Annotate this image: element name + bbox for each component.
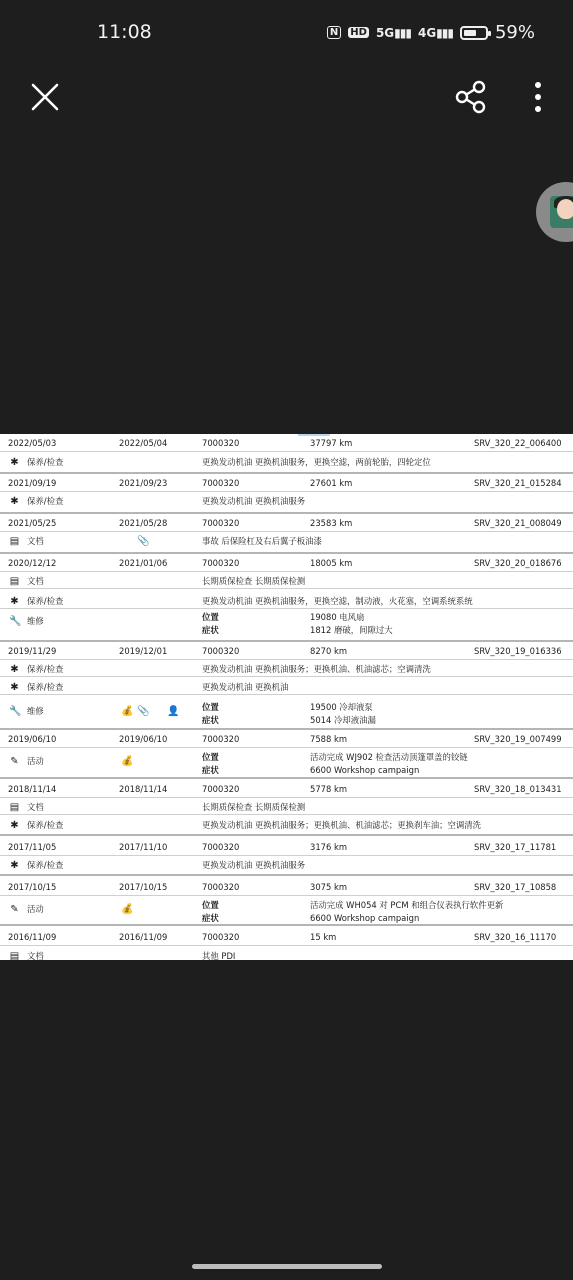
record-item-row[interactable] — [0, 612, 573, 636]
record-date-start: 2021/05/25 — [8, 518, 57, 528]
service-history-document[interactable] — [0, 434, 573, 960]
record-code: 7000320 — [202, 438, 240, 448]
item-description: 长期质保检查 长期质保检测 — [202, 802, 306, 812]
home-indicator[interactable] — [192, 1264, 382, 1269]
header-separator — [0, 797, 573, 798]
symptom-value: 6600 Workshop campaign — [310, 913, 420, 923]
viewer-toolbar — [0, 68, 573, 124]
record-date-end: 2017/10/15 — [119, 882, 168, 892]
record-code: 7000320 — [202, 478, 240, 488]
record-item-row[interactable] — [0, 820, 573, 844]
record-reference: SRV_320_16_11170 — [474, 932, 557, 942]
record-item-row[interactable] — [0, 900, 573, 924]
record-item-row[interactable] — [0, 702, 573, 726]
record-mileage: 37797 km — [310, 438, 353, 448]
item-type-label: 保养/检查 — [27, 496, 64, 506]
header-separator — [0, 451, 573, 452]
item-separator — [0, 608, 573, 609]
symptom-label: 症状 — [202, 625, 219, 635]
record-header-row[interactable] — [0, 478, 573, 490]
close-button[interactable] — [28, 80, 62, 114]
record-header-row[interactable] — [0, 932, 573, 944]
record-separator — [0, 472, 573, 474]
floating-avatar-bubble[interactable] — [536, 182, 573, 242]
item-description: 更换发动机油 更换机油服务；更换机油、机油滤芯；空调清洗 — [202, 664, 431, 674]
gear-icon: ✱ — [10, 860, 19, 871]
record-item-row[interactable] — [0, 536, 573, 560]
record-mileage: 7588 km — [310, 734, 347, 744]
record-reference: SRV_320_18_013431 — [474, 784, 562, 794]
record-mileage: 23583 km — [310, 518, 353, 528]
paperclip-icon: 📎 — [137, 706, 150, 717]
record-mileage: 15 km — [310, 932, 337, 942]
record-reference: SRV_320_17_10858 — [474, 882, 557, 892]
record-date-start: 2018/11/14 — [8, 784, 57, 794]
signal-4g-icon: 4G▮▮▮ — [417, 25, 453, 40]
money-bag-icon: 💰 — [121, 904, 134, 915]
record-separator — [0, 924, 573, 926]
location-label: 位置 — [202, 752, 219, 762]
document-icon: ▤ — [9, 576, 20, 587]
record-date-end: 2022/05/04 — [119, 438, 168, 448]
share-button[interactable] — [452, 78, 490, 116]
record-item-row[interactable] — [0, 860, 573, 884]
record-header-row[interactable] — [0, 842, 573, 854]
record-date-end: 2021/05/28 — [119, 518, 168, 528]
record-header-row[interactable] — [0, 784, 573, 796]
record-reference: SRV_320_20_018676 — [474, 558, 562, 568]
item-type-label: 维修 — [27, 706, 44, 716]
record-separator — [0, 874, 573, 876]
more-vertical-icon — [522, 78, 554, 116]
record-separator — [0, 834, 573, 836]
status-icons — [327, 22, 535, 43]
record-reference: SRV_320_17_11781 — [474, 842, 557, 852]
battery-icon — [460, 26, 488, 40]
location-label: 位置 — [202, 900, 219, 910]
symptom-label: 症状 — [202, 913, 219, 923]
record-date-start: 2019/06/10 — [8, 734, 57, 744]
record-header-row[interactable] — [0, 438, 573, 450]
campaign-icon: ✎ — [10, 756, 19, 767]
gear-icon: ✱ — [10, 457, 19, 468]
record-reference: SRV_320_19_007499 — [474, 734, 562, 744]
record-mileage: 3176 km — [310, 842, 347, 852]
location-label: 位置 — [202, 612, 219, 622]
record-date-end: 2021/01/06 — [119, 558, 168, 568]
record-reference: SRV_320_21_015284 — [474, 478, 562, 488]
record-reference: SRV_320_22_006400 — [474, 438, 562, 448]
record-mileage: 27601 km — [310, 478, 353, 488]
more-options-button[interactable] — [522, 78, 554, 116]
item-type-label: 文档 — [27, 802, 44, 812]
record-separator — [0, 640, 573, 642]
record-item-row[interactable] — [0, 752, 573, 776]
record-date-start: 2022/05/03 — [8, 438, 57, 448]
document-icon: ▤ — [9, 951, 20, 960]
symptom-value: 1812 磨破，间隙过大 — [310, 625, 393, 635]
record-date-start: 2021/09/19 — [8, 478, 57, 488]
record-date-start: 2020/12/12 — [8, 558, 57, 568]
status-time: 11:08 — [97, 21, 152, 43]
item-type-label: 活动 — [27, 904, 44, 914]
battery-percent: 59% — [494, 22, 535, 43]
item-type-label: 保养/检查 — [27, 457, 64, 467]
item-description: 更换发动机油 更换机油 — [202, 682, 289, 692]
record-item-row[interactable] — [0, 951, 573, 960]
gear-icon: ✱ — [10, 596, 19, 607]
record-code: 7000320 — [202, 646, 240, 656]
record-code: 7000320 — [202, 518, 240, 528]
gear-icon: ✱ — [10, 496, 19, 507]
record-date-end: 2019/06/10 — [119, 734, 168, 744]
symptom-value: 6600 Workshop campaign — [310, 765, 420, 775]
record-reference: SRV_320_21_008049 — [474, 518, 562, 528]
record-reference: SRV_320_19_016336 — [474, 646, 562, 656]
item-type-label: 保养/检查 — [27, 682, 64, 692]
item-type-label: 文档 — [27, 576, 44, 586]
record-date-end: 2019/12/01 — [119, 646, 168, 656]
item-type-label: 维修 — [27, 616, 44, 626]
hd-icon: HD — [350, 27, 367, 38]
record-separator — [0, 728, 573, 730]
item-description: 更换发动机油 更换机油服务，更换空滤，制动液，火花塞，空调系统系统 — [202, 596, 473, 606]
item-separator — [0, 676, 573, 677]
record-header-row[interactable] — [0, 558, 573, 570]
record-code: 7000320 — [202, 784, 240, 794]
item-separator — [0, 694, 573, 695]
record-header-row[interactable] — [0, 882, 573, 894]
money-bag-icon: 💰 — [121, 706, 134, 717]
header-separator — [0, 945, 573, 946]
symptom-label: 症状 — [202, 765, 219, 775]
money-bag-icon: 💰 — [121, 756, 134, 767]
item-type-label: 保养/检查 — [27, 596, 64, 606]
battery-fill — [464, 30, 476, 36]
location-value: 19080 电风扇 — [310, 612, 365, 622]
item-description: 长期质保检查 长期质保检测 — [202, 576, 306, 586]
item-separator — [0, 814, 573, 815]
record-item-row[interactable] — [0, 496, 573, 520]
record-separator — [0, 512, 573, 514]
record-header-row[interactable] — [0, 646, 573, 658]
record-mileage: 3075 km — [310, 882, 347, 892]
gear-icon: ✱ — [10, 682, 19, 693]
item-type-label: 保养/检查 — [27, 860, 64, 870]
record-date-end: 2018/11/14 — [119, 784, 168, 794]
record-date-start: 2016/11/09 — [8, 932, 57, 942]
item-description: 其他 PDI — [202, 951, 236, 960]
record-date-end: 2016/11/09 — [119, 932, 168, 942]
item-description: 更换发动机油 更换机油服务 — [202, 860, 306, 870]
record-code: 7000320 — [202, 558, 240, 568]
symptom-label: 症状 — [202, 715, 219, 725]
location-value: 19500 冷却液泵 — [310, 702, 373, 712]
symptom-value: 5014 冷却液油漏 — [310, 715, 376, 725]
paperclip-icon: 📎 — [137, 536, 150, 547]
location-value: 活动完成 WH054 对 PCM 和组合仪表执行软件更新 — [310, 900, 504, 910]
avatar-face — [557, 199, 573, 219]
record-date-start: 2017/10/15 — [8, 882, 57, 892]
wrench-icon: 🔧 — [9, 616, 22, 627]
record-mileage: 5778 km — [310, 784, 347, 794]
record-mileage: 18005 km — [310, 558, 353, 568]
document-icon: ▤ — [9, 536, 20, 547]
item-separator — [0, 588, 573, 589]
item-type-label: 活动 — [27, 756, 44, 766]
document-icon: ▤ — [9, 802, 20, 813]
record-code: 7000320 — [202, 842, 240, 852]
record-date-end: 2021/09/23 — [119, 478, 168, 488]
gear-icon: ✱ — [10, 664, 19, 675]
header-separator — [0, 895, 573, 896]
header-separator — [0, 855, 573, 856]
item-description: 事故 后保险杠及右后翼子板油漆 — [202, 536, 322, 546]
record-separator — [0, 777, 573, 779]
header-separator — [0, 747, 573, 748]
header-separator — [0, 659, 573, 660]
item-description: 更换发动机油 更换机油服务；更换机油、机油滤芯；更换刹车油；空调清洗 — [202, 820, 482, 830]
record-mileage: 8270 km — [310, 646, 347, 656]
status-bar — [0, 0, 573, 68]
item-type-label: 保养/检查 — [27, 820, 64, 830]
person-question-icon: 👤 — [167, 706, 180, 717]
item-description: 更换发动机油 更换机油服务，更换空滤，两前轮胎，四轮定位 — [202, 457, 431, 467]
record-separator — [0, 552, 573, 554]
item-type-label: 保养/检查 — [27, 664, 64, 674]
item-type-label: 文档 — [27, 951, 44, 960]
campaign-icon: ✎ — [10, 904, 19, 915]
record-code: 7000320 — [202, 882, 240, 892]
nfc-icon: N — [327, 26, 341, 39]
header-separator — [0, 531, 573, 532]
close-icon — [28, 80, 62, 114]
header-separator — [0, 571, 573, 572]
record-date-start: 2019/11/29 — [8, 646, 57, 656]
record-header-row[interactable] — [0, 518, 573, 530]
page-marker — [298, 434, 330, 436]
record-date-end: 2017/11/10 — [119, 842, 168, 852]
record-header-row[interactable] — [0, 734, 573, 746]
gear-icon: ✱ — [10, 820, 19, 831]
location-label: 位置 — [202, 702, 219, 712]
item-type-label: 文档 — [27, 536, 44, 546]
record-date-start: 2017/11/05 — [8, 842, 57, 852]
item-description: 更换发动机油 更换机油服务 — [202, 496, 306, 506]
wrench-icon: 🔧 — [9, 706, 22, 717]
record-code: 7000320 — [202, 734, 240, 744]
header-separator — [0, 491, 573, 492]
record-code: 7000320 — [202, 932, 240, 942]
share-icon — [452, 78, 490, 116]
location-value: 活动完成 WJ902 检查活动顶篷罩盖的铰链 — [310, 752, 468, 762]
signal-5g-icon: 5G▮▮▮ — [375, 25, 411, 40]
